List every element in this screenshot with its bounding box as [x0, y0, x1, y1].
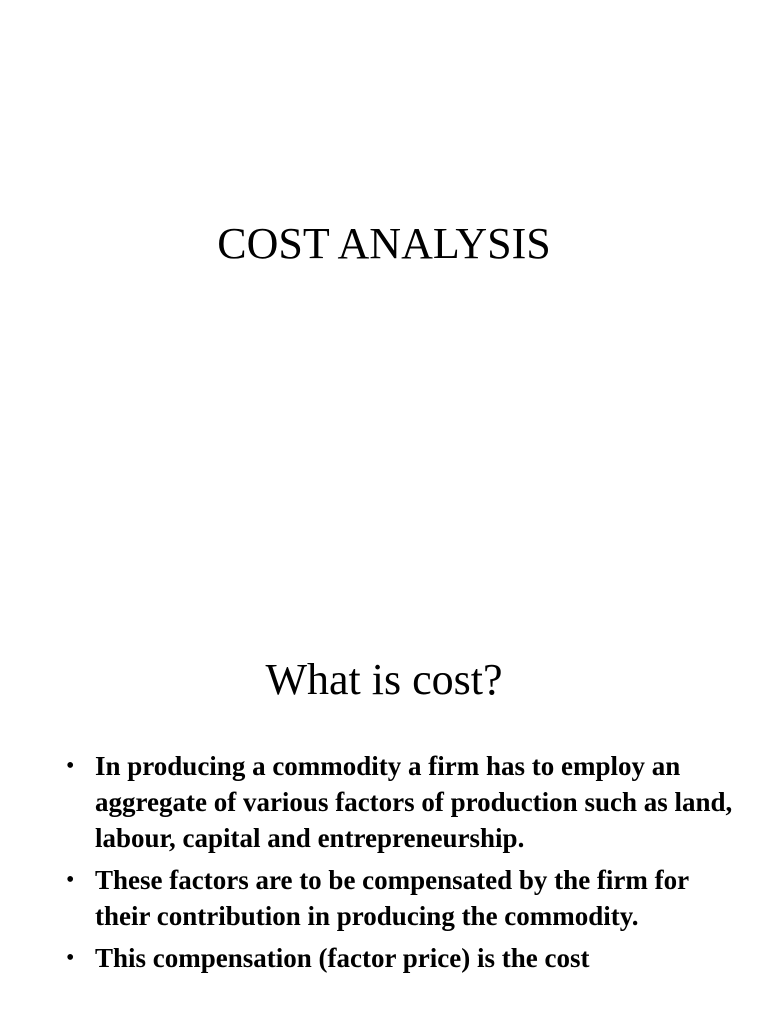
- bullet-text: This compensation (factor price) is the cost: [95, 943, 590, 973]
- bullet-item: [60, 940, 740, 976]
- bullet-item: [60, 862, 740, 934]
- bullet-icon: •: [66, 753, 75, 779]
- bullet-list: [60, 748, 740, 982]
- bullet-text: In producing a commodity a firm has to employ an aggregate of various factors of production such as land, labour, capital and entrepreneurship.: [95, 751, 733, 853]
- bullet-icon: •: [66, 867, 75, 893]
- bullet-item: [60, 748, 740, 856]
- bullet-text: These factors are to be compensated by the firm for their contribution in producing the commodity.: [95, 865, 689, 931]
- slide-title: COST ANALYSIS: [217, 219, 551, 268]
- section-heading: What is cost?: [265, 655, 503, 704]
- bullet-icon: •: [66, 945, 75, 971]
